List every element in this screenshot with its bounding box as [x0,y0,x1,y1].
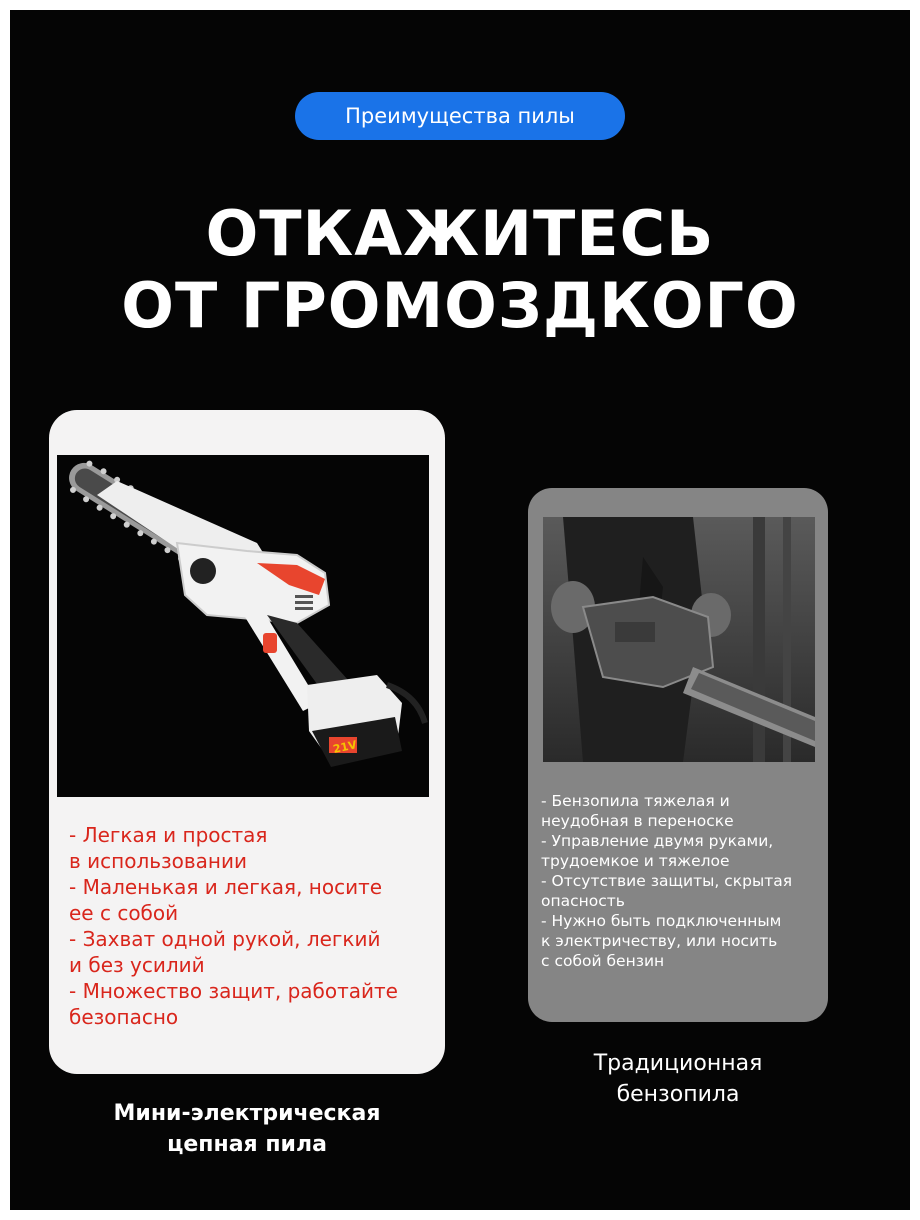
headline-line-2: ОТ ГРОМОЗДКОГО [121,269,799,342]
benefit-item: - Множество защит, работайте безопасно [69,979,398,1029]
drawback-item: - Отсутствие защиты, скрытая опасность [541,872,793,910]
benefit-item: - Легкая и простая в использовании [69,823,268,873]
gas-saw-caption [528,1048,828,1110]
benefit-item: - Маленькая и легкая, носите ее с собой [69,875,383,925]
electric-saw-caption-text: Мини-электрическая цепная пила [113,1101,381,1157]
gas-chainsaw-photo [543,517,815,762]
benefit-item: - Захват одной рукой, легкий и без усилий [69,927,381,977]
battery-voltage-label: 21V [331,738,358,756]
drawback-item: - Бензопила тяжелая и неудобная в переноске [541,792,734,830]
drawback-item: - Нужно быть подключенным к электричеству, или носить с собой бензин [541,912,782,970]
headline-line-1: ОТКАЖИТЕСЬ [205,197,715,270]
drawback-item: - Управление двумя руками, трудоемкое и тяжелое [541,832,774,870]
electric-saw-benefits [69,822,439,1030]
mini-electric-chainsaw-photo [57,455,429,797]
headline [0,198,920,342]
gas-saw-caption-text: Традиционная бензопила [593,1051,763,1107]
gas-saw-drawbacks [541,791,823,971]
advantages-badge: Преимущества пилы [295,92,625,140]
electric-saw-caption [49,1098,445,1160]
